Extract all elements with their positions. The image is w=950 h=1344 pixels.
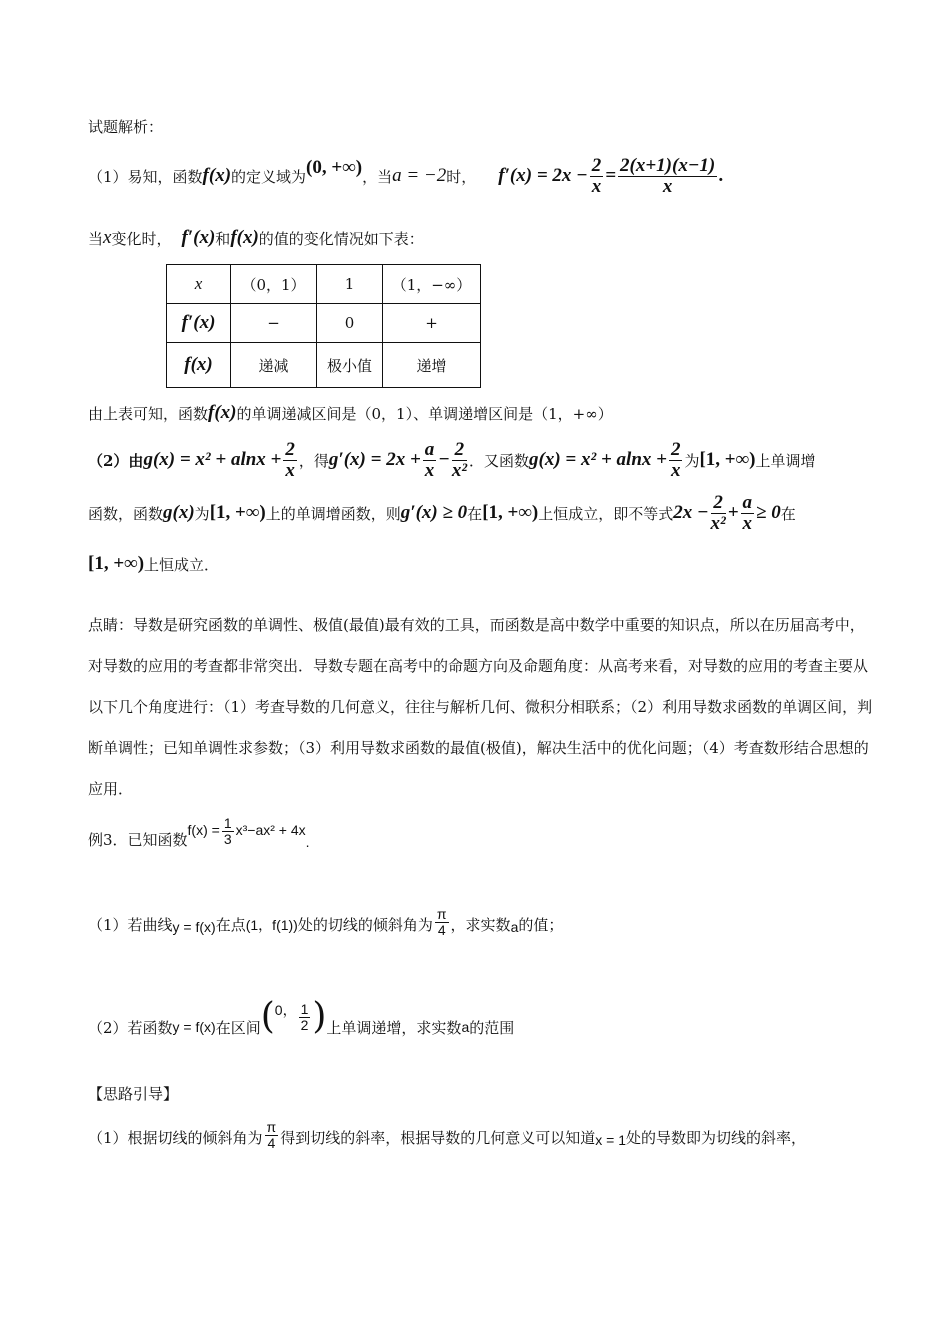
guide1-eq: x = 1: [595, 1132, 626, 1149]
part2-l2c: 上的单调增函数，则: [265, 504, 401, 523]
part2-line1: [88, 440, 816, 481]
part1-frac1-num: 2: [591, 155, 602, 176]
q1-e: 的值；: [518, 916, 564, 935]
question1-line: [88, 905, 564, 938]
part1-frac2: [618, 156, 717, 197]
part2-l2g: g(x): [163, 502, 195, 524]
table-cell-f-3: 递增: [383, 343, 481, 388]
q2-d: 的范围: [469, 1018, 515, 1037]
part2-frac6: $\frac{a}{x}$: [742, 492, 753, 534]
commentary-paragraph: 点睛：导数是研究函数的单调性、极值(最值)最有效的工具，而函数是高中数学中重要的知识点，所以在历届高考中，对导数的应用的考查都非常突出．导数专题在高考中的命题方向及命题角度：从高考来看，对导数的应用的考查主要从以下几个角度进行：（1）考查导数的几何意义，往往与解析几何、微积分相联系；（2）利用导数求函数的单调区间，判断单调性；已知单调性求参数；（3）利用导数求函数的最值(极值)，解决生活中的优化问题；（4）考查数形结合思想的应用．: [88, 616, 873, 798]
q1-c: 处的切线的倾斜角为: [297, 916, 433, 935]
table-cell-fprime-3: +: [383, 304, 481, 343]
part1-line: [88, 156, 724, 197]
example3-lhs: f(x) =: [187, 822, 220, 839]
q1-d: ，求实数: [450, 916, 511, 935]
q1-frac: $\frac{\pi}{4}$: [436, 906, 447, 938]
part2-frac4: $\frac{2}{x}$: [670, 439, 681, 481]
q2-close-paren: ): [312, 996, 327, 1037]
part2-frac1: $\frac{2}{x}$: [285, 439, 295, 481]
conclusion-text-b: 的单调递减区间是（0，1）、单调递增区间是（1，+∞）: [236, 404, 613, 423]
q2-c: 上单调递增，求实数: [326, 1018, 462, 1037]
intro-text-b: 变化时，: [111, 229, 172, 248]
table-cell-f-2: 极小值: [317, 343, 383, 388]
part2-l3a: 上恒成立．: [144, 555, 220, 574]
table-cell-fprime-1: −: [231, 304, 317, 343]
example3-period: .: [305, 834, 310, 851]
part2-l2int: [1, +∞): [209, 502, 266, 524]
table-cell-one: 1: [317, 265, 383, 304]
part1-period: .: [719, 165, 724, 187]
conclusion-f: f(x): [208, 402, 237, 423]
part2-l2a: 函数，函数: [88, 504, 164, 523]
conclusion-text-a: 由上表可知，函数: [88, 404, 209, 423]
part2-l2ge: ≥ 0: [756, 502, 781, 524]
part2-a: （2）由: [88, 451, 144, 470]
part1-fx: f(x): [202, 165, 232, 187]
q2-b: 在区间: [215, 1018, 261, 1037]
part2-l2e: 上恒成立，即不等式: [538, 504, 674, 523]
part1-prefix: （1）易知，函数: [88, 167, 203, 186]
intro-x: x: [103, 227, 112, 248]
q2-frac: $\frac{1}{2}$: [300, 1000, 309, 1033]
table-cell-interval1: （0，1）: [231, 265, 317, 304]
part2-c: ．又函数: [469, 451, 530, 470]
part1-frac1: [590, 156, 604, 197]
part2-gprime: g′(x) = 2x +: [328, 449, 421, 471]
part2-frac3: $\frac{2}{\text{x²}}$: [451, 439, 468, 481]
part2-interval1: [1, +∞): [699, 449, 756, 471]
part2-d: 为: [684, 451, 700, 470]
part2-line3: [88, 553, 219, 575]
example3-frac: $\frac{1}{3}$: [223, 815, 232, 847]
part2-g2: g(x) = x² + alnx +: [529, 449, 667, 471]
part2-l2b: 为: [194, 504, 210, 523]
part1-domain-label: 的定义域为: [231, 167, 307, 186]
part2-g: g(x) = x² + alnx +: [143, 449, 282, 471]
part2-l2f: 在: [780, 504, 796, 523]
part2-l2d: 在: [467, 504, 483, 523]
part1-when: ，当: [362, 167, 393, 186]
table-cell-x: x: [167, 265, 231, 304]
table-cell-f-1: 递减: [231, 343, 317, 388]
part2-frac2: $\frac{a}{x}$: [424, 439, 435, 481]
q2-a: （2）若函数: [88, 1018, 173, 1037]
guide1-c: 处的导数即为切线的斜率，: [625, 1129, 806, 1148]
q2-interval-start: 0，: [274, 1002, 297, 1018]
part2-l3int: [1, +∞): [88, 553, 145, 574]
intro-text-a: 当: [88, 229, 104, 248]
part1-deriv-lhs: f′(x) = 2x −: [498, 165, 588, 187]
intro-text-d: 的值的变化情况如下表：: [258, 229, 424, 248]
table-cell-fprime-label: f′(x): [167, 304, 231, 343]
guide1-b: 得到切线的斜率，根据导数的几何意义可以知道: [280, 1129, 596, 1148]
solution-heading: 试题解析：: [88, 118, 164, 136]
part1-time: 时，: [446, 167, 477, 186]
guide-title: 【思路引导】: [88, 1085, 179, 1103]
example3-line: [88, 815, 310, 851]
part1-a-value: a = −2: [392, 165, 447, 187]
q1-a: （1）若曲线: [88, 916, 173, 935]
intro-fprime: f′(x): [181, 227, 216, 248]
intro-text-c: 和: [215, 229, 231, 248]
table-row-fprime: [167, 304, 481, 343]
part2-frac5: $\frac{2}{\text{x²}}$: [710, 492, 726, 534]
part2-l2int2: [1, +∞): [482, 502, 539, 524]
example3-label: 例3．已知函数: [88, 831, 188, 850]
part2-l2ineq: g′(x) ≥ 0: [400, 502, 468, 524]
q1-eq: y = f(x): [172, 919, 216, 936]
example3-rhs: x³−ax² + 4x: [235, 822, 306, 839]
guide1-a: （1）根据切线的倾斜角为: [88, 1129, 263, 1148]
part1-frac2-num: 2(x+1)(x−1): [620, 155, 716, 176]
table-cell-interval2: （1，−∞）: [383, 265, 481, 304]
part1-domain: (0, +∞): [306, 157, 363, 179]
table-row-x: [167, 265, 481, 304]
q1-point: (1，f(1)): [245, 917, 298, 934]
table-cell-fprime-2: 0: [317, 304, 383, 343]
q1-b: 在点: [215, 916, 246, 935]
part2-e: 上单调增: [755, 451, 816, 470]
q2-eq: y = f(x): [172, 1019, 216, 1035]
intro-f: f(x): [230, 227, 259, 248]
part1-frac1-den: x: [591, 175, 602, 197]
q1-var: a: [510, 919, 519, 936]
part2-plus: +: [727, 502, 739, 524]
part2-line2: [88, 493, 796, 534]
table-row-f: [167, 343, 481, 388]
part2-b: ，得: [298, 451, 329, 470]
question2-line: [88, 993, 514, 1041]
q2-open-paren: (: [260, 996, 275, 1037]
part2-minus: −: [438, 449, 450, 471]
q2-var: a: [461, 1019, 470, 1035]
part1-frac2-den: x: [662, 175, 673, 197]
table-intro-line: [88, 227, 424, 249]
guide1-line: [88, 1118, 806, 1151]
part2-l2expr: 2x −: [673, 502, 709, 524]
table-cell-f-label: f(x): [167, 343, 231, 388]
variation-table: [166, 264, 481, 388]
part1-eq: =: [605, 165, 617, 187]
guide1-frac: $\frac{\pi}{4}$: [266, 1119, 277, 1151]
monotonic-conclusion: [88, 402, 613, 424]
